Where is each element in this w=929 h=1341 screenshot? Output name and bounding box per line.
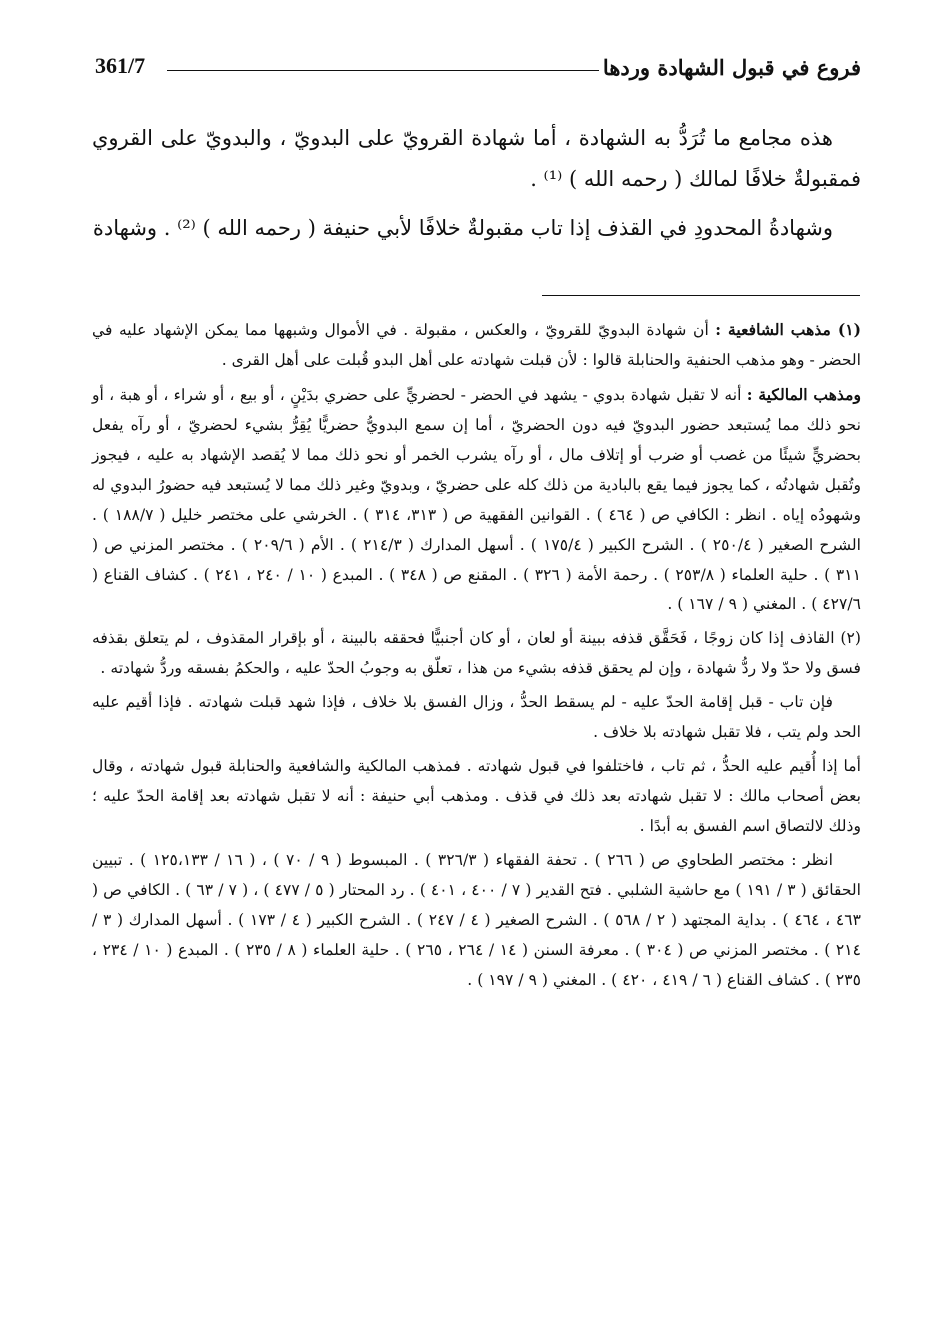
footnote-2: (٢) القاذف إذا كان زوجًا ، فَحَقَّق قذفه ببينة أو لعان ، أو كان أجنبيًّا فحققه بالبينة ، أو بإقرار المقذوف ، لم يتعلق بقذفه فسق ولا حدّ ولا ردُّ شهادة ، وإن لم يحقق قذفه بشيء من هذا ، تعلّق به وجوبُ الحدّ عليه ، والحكمُ بفسقه وردُّ شهادته . bbox=[92, 629, 861, 678]
footnote-2-repentance: فإن تاب - قبل إقامة الحدّ عليه - لم يسقط الحدُّ ، وزال الفسق بلا خلاف ، فإذا شهد قبلت شهادته . فإذا أقيم عليه الحد ولم يتب ، فلا تقبل شهادته بلا خلاف . bbox=[92, 693, 861, 742]
page-number: 361/7 bbox=[95, 53, 146, 78]
footnote-1-maliki-text: أنه لا تقبل شهادة بدوي - يشهد في الحضر - لحضريٍّ على حضري بدَيْنٍ ، أو بيع ، أو شراء ، أو هبة ، أو نحو ذلك مما يُستبعد حضور البدويّ فيه دون الحضريّ ، أما إن سمع البدويُّ حضريًّا يُقِرُّ بشيء لحضريّ ، أو رآه يفعل بحضريٍّ شيئًا من غصب أو ضرب أو إتلاف مال ، أو رآه يشرب الخمر أو نحو ذلك مما لا يُقصد الإشهاد به عليه ، فيجوز وتُقبل شهادتُه ، كما يجوز فيما يقع بالبادية من ذلك كله على حضريّ ، وبدويّ وغير ذلك مما لا يُستبعد فيه حضورُ البدوي له وشهودُه إياه . انظر : الكافي ص ( ٤٦٤ ) . القوانين الفقهية ص ( ٣١٣، ٣١٤ ) . الخرشي على مختصر خليل ( ١٨٨/٧ ) . الشرح الصغير ( ٢٥٠/٤ ) . الشرح الكبير ( ١٧٥/٤ ) . أسهل المدارك ( ٢١٤/٣ ) . الأم ( ٢٠٩/٦ ) . مختصر المزني ص ( ٣١١ ) . حلية العلماء ( ٢٥٣/٨ ) . رحمة الأمة ( ٣٢٦ ) . المقنع ص ( ٣٤٨ ) . المبدع ( ١٠ / ٢٤٠ ، ٢٤١ ) . كشاف القناع ( ٤٢٧/٦ ) . المغني ( ٩ / ١٦٧ ) . bbox=[92, 385, 861, 614]
main-paragraph-2: وشهادةُ المحدودِ في القذف إذا تاب مقبولةٌ خلافًا لأبي حنيفة ( رحمه الله ) ⁽²⁾ . وشهادة bbox=[92, 215, 833, 240]
footnote-separator bbox=[542, 295, 860, 296]
running-title: فروع في قبول الشهادة وردها bbox=[602, 55, 861, 80]
main-paragraph-1: هذه مجامع ما تُرَدُّ به الشهادة ، أما شهادة القرويّ على البدويّ ، والبدويّ على القروي فمقبولةٌ خلافًا لمالك ( رحمه الله ) ⁽¹⁾ . bbox=[92, 126, 861, 191]
footnote-1-maliki-heading: ومذهب المالكية : bbox=[746, 384, 861, 404]
footnote-2-dispute: أما إذا أُقيم عليه الحدُّ ، ثم تاب ، فاختلفوا في قبول شهادته . فمذهب المالكية والشافعية والحنابلة قبول شهادته ، وقال بعض أصحاب مالك : لا تقبل شهادته بعد ذلك في قذف . ومذهب أبي حنيفة : أنه لا تقبل شهادته بعد إقامة الحدّ عليه ؛ وذلك لالتصاق اسم الفسق به أبدًا . bbox=[92, 757, 861, 835]
main-text bbox=[92, 118, 861, 257]
footnote-1-text: أن شهادة البدويّ للقرويّ ، والعكس ، مقبولة . في الأموال وشبهها مما يمكن الإشهاد عليه في الحضر - وهو مذهب الحنفية والحنابلة قالوا : لأن قبلت شهادته على أهل البدو قُبلت على أهل القرى . bbox=[92, 321, 861, 369]
footnote-1 bbox=[92, 315, 861, 376]
running-header bbox=[95, 55, 861, 89]
footnote-1-heading: (١) مذهب الشافعية : bbox=[715, 320, 861, 339]
header-rule bbox=[167, 70, 599, 71]
footnote-2-references: انظر : مختصر الطحاوي ص ( ٢٦٦ ) . تحفة الفقهاء ( ٣٢٦/٣ ) . المبسوط ( ٩ / ٧٠ ) ، ( ١٦ / ١٢٥،١٣٣ ) . تبيين الحقائق ( ٣ / ١٩١ ) مع حاشية الشلبي . فتح القدير ( ٧ / ٤٠٠ ، ٤٠١ ) . رد المحتار ( ٥ / ٤٧٧ ) ، ( ٧ / ٦٣ ) . الكافي ص ( ٤٦٣ ، ٤٦٤ ) . بداية المجتهد ( ٢ / ٥٦٨ ) . الشرح الصغير ( ٤ / ٢٤٧ ) . الشرح الكبير ( ٤ / ١٧٣ ) . أسهل المدارك ( ٣ / ٢١٤ ) . مختصر المزني ص ( ٣٠٤ ) . معرفة السنن ( ١٤ / ٢٦٤ ، ٢٦٥ ) . حلية العلماء ( ٨ / ٢٣٥ ) . المبدع ( ١٠ / ٢٣٤ ، ٢٣٥ ) . كشاف القناع ( ٦ / ٤١٩ ، ٤٢٠ ) . المغني ( ٩ / ١٩٧ ) . bbox=[92, 850, 862, 989]
footnotes bbox=[92, 315, 861, 1000]
footnote-1-maliki bbox=[92, 380, 861, 621]
